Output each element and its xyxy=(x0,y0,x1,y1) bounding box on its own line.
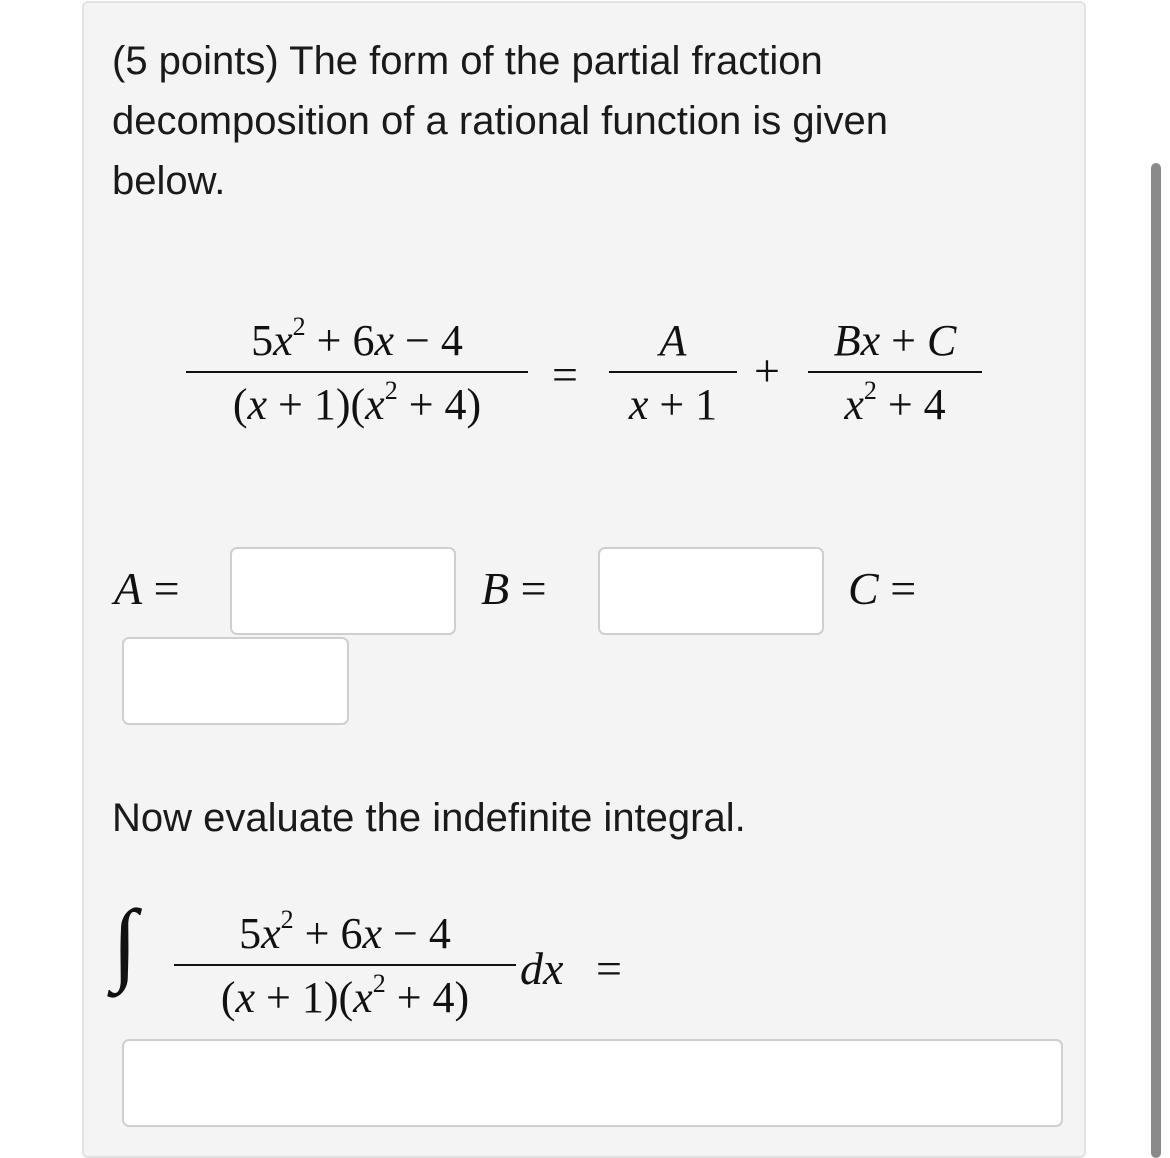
term1-numerator: A xyxy=(659,316,687,365)
term2-fraction xyxy=(808,315,982,431)
equals-sign: = xyxy=(552,349,578,400)
term1-denominator: x + 1 xyxy=(628,380,718,429)
a-input[interactable] xyxy=(230,547,456,635)
plus-sign: + xyxy=(754,345,780,396)
integrand-denominator: $(x + 1)(x^2 + 4)$ xyxy=(220,969,470,1022)
integral-equals: = xyxy=(596,943,622,994)
integrand-fraction xyxy=(174,905,516,1024)
lhs-denominator: $(x + 1)(x^2 + 4)$ xyxy=(232,376,482,429)
lhs-numerator: $5x^2 + 6x - 4$ xyxy=(251,312,463,365)
integral-answer-input[interactable] xyxy=(122,1039,1063,1127)
c-input[interactable] xyxy=(122,637,349,725)
lhs-fraction xyxy=(186,312,528,431)
fraction-bar xyxy=(186,371,528,373)
b-input[interactable] xyxy=(598,547,824,635)
term2-numerator: Bx + C xyxy=(833,316,957,365)
b-label: B = xyxy=(481,563,547,614)
fraction-bar xyxy=(174,964,516,966)
term2-denominator: $x^2 + 4$ xyxy=(844,376,946,429)
integral-prompt: Now evaluate the indefinite integral. xyxy=(112,796,746,840)
differential: dx xyxy=(520,943,564,994)
scrollbar[interactable] xyxy=(1151,163,1161,1158)
a-label: A = xyxy=(114,563,180,614)
integrand-numerator: $5x^2 + 6x - 4$ xyxy=(239,905,451,958)
question-prompt: (5 points) The form of the partial fraction decomposition of a rational function is given below. xyxy=(112,39,889,203)
c-label: C = xyxy=(848,563,917,614)
term1-fraction xyxy=(609,315,737,431)
integral-sign: ∫ xyxy=(112,891,138,993)
fraction-bar xyxy=(808,371,982,373)
fraction-bar xyxy=(609,371,737,373)
